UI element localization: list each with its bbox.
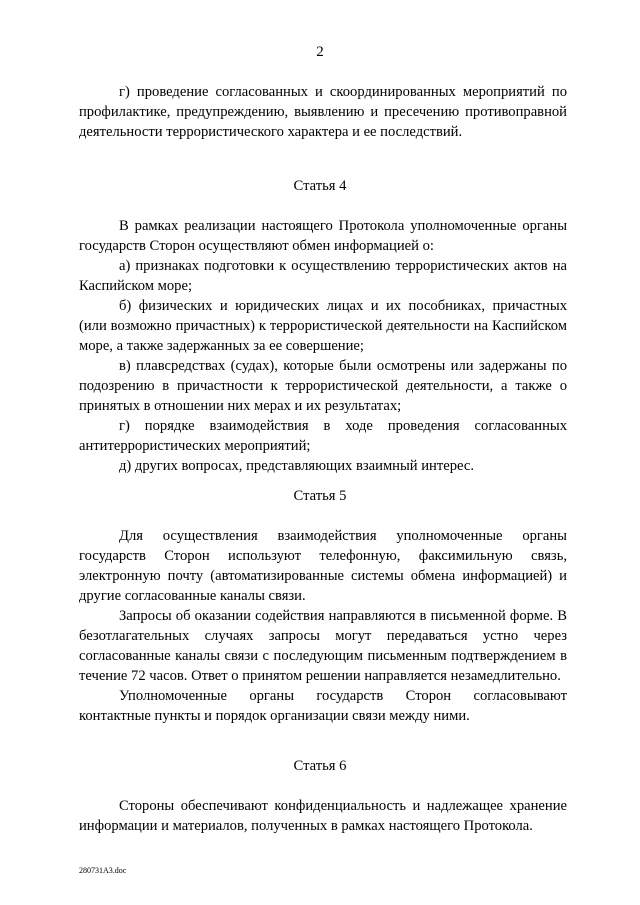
article-4-paragraph: в) плавсредствах (судах), которые были осмотрены или задержаны по подозрению в причастности к террористической деятельности, а также о принятых в отношении них мерах и их результатах; [79, 358, 567, 414]
file-name-footer: 280731A3.doc [79, 866, 127, 875]
article-5-paragraph: Уполномоченные органы государств Сторон согласовывают контактные пункты и порядок организации связи между ними. [79, 688, 567, 724]
page-number: 2 [316, 44, 324, 60]
article-4-paragraph: В рамках реализации настоящего Протокола уполномоченные органы государств Сторон осуществляют обмен информацией о: [79, 218, 567, 254]
article-6-body [79, 796, 567, 836]
article-5-paragraph: Для осуществления взаимодействия уполномоченные органы государств Сторон используют телефонную, факсимильную связь, электронную почту (автоматизированные системы обмена информацией) и другие согласованные каналы связи. [79, 528, 567, 604]
article-4-paragraph: г) порядке взаимодействия в ходе проведения согласованных антитеррористических мероприятий; [79, 418, 567, 454]
article-6-title: Статья 6 [293, 758, 347, 774]
article-4-body [79, 216, 567, 476]
article-4-paragraph: б) физических и юридических лицах и их пособниках, причастных (или возможно причастных) к террористической деятельности на Каспийском море, а также задержанных за ее совершение; [79, 298, 567, 354]
article-4-paragraph: а) признаках подготовки к осуществлению террористических актов на Каспийском море; [79, 258, 567, 294]
article-5-paragraph: Запросы об оказании содействия направляются в письменной форме. В безотлагательных случаях запросы могут передаваться устно через согласованные каналы связи с последующим письменным подтверждением в течение 72 часов. Ответ о принятом решении направляется незамедлительно. [79, 608, 567, 684]
article-4-paragraph: д) других вопросах, представляющих взаимный интерес. [119, 458, 474, 474]
article-6-paragraph: Стороны обеспечивают конфиденциальность и надлежащее хранение информации и материалов, полученных в рамках настоящего Протокола. [79, 798, 567, 834]
intro-section [79, 82, 567, 142]
article-4-title: Статья 4 [293, 178, 347, 194]
article-5-body [79, 526, 567, 726]
intro-paragraph: г) проведение согласованных и скоординированных мероприятий по профилактике, предупреждению, выявлению и пресечению противоправной деятельности террористического характера и ее последствий. [79, 84, 567, 140]
article-5-title: Статья 5 [293, 488, 347, 504]
